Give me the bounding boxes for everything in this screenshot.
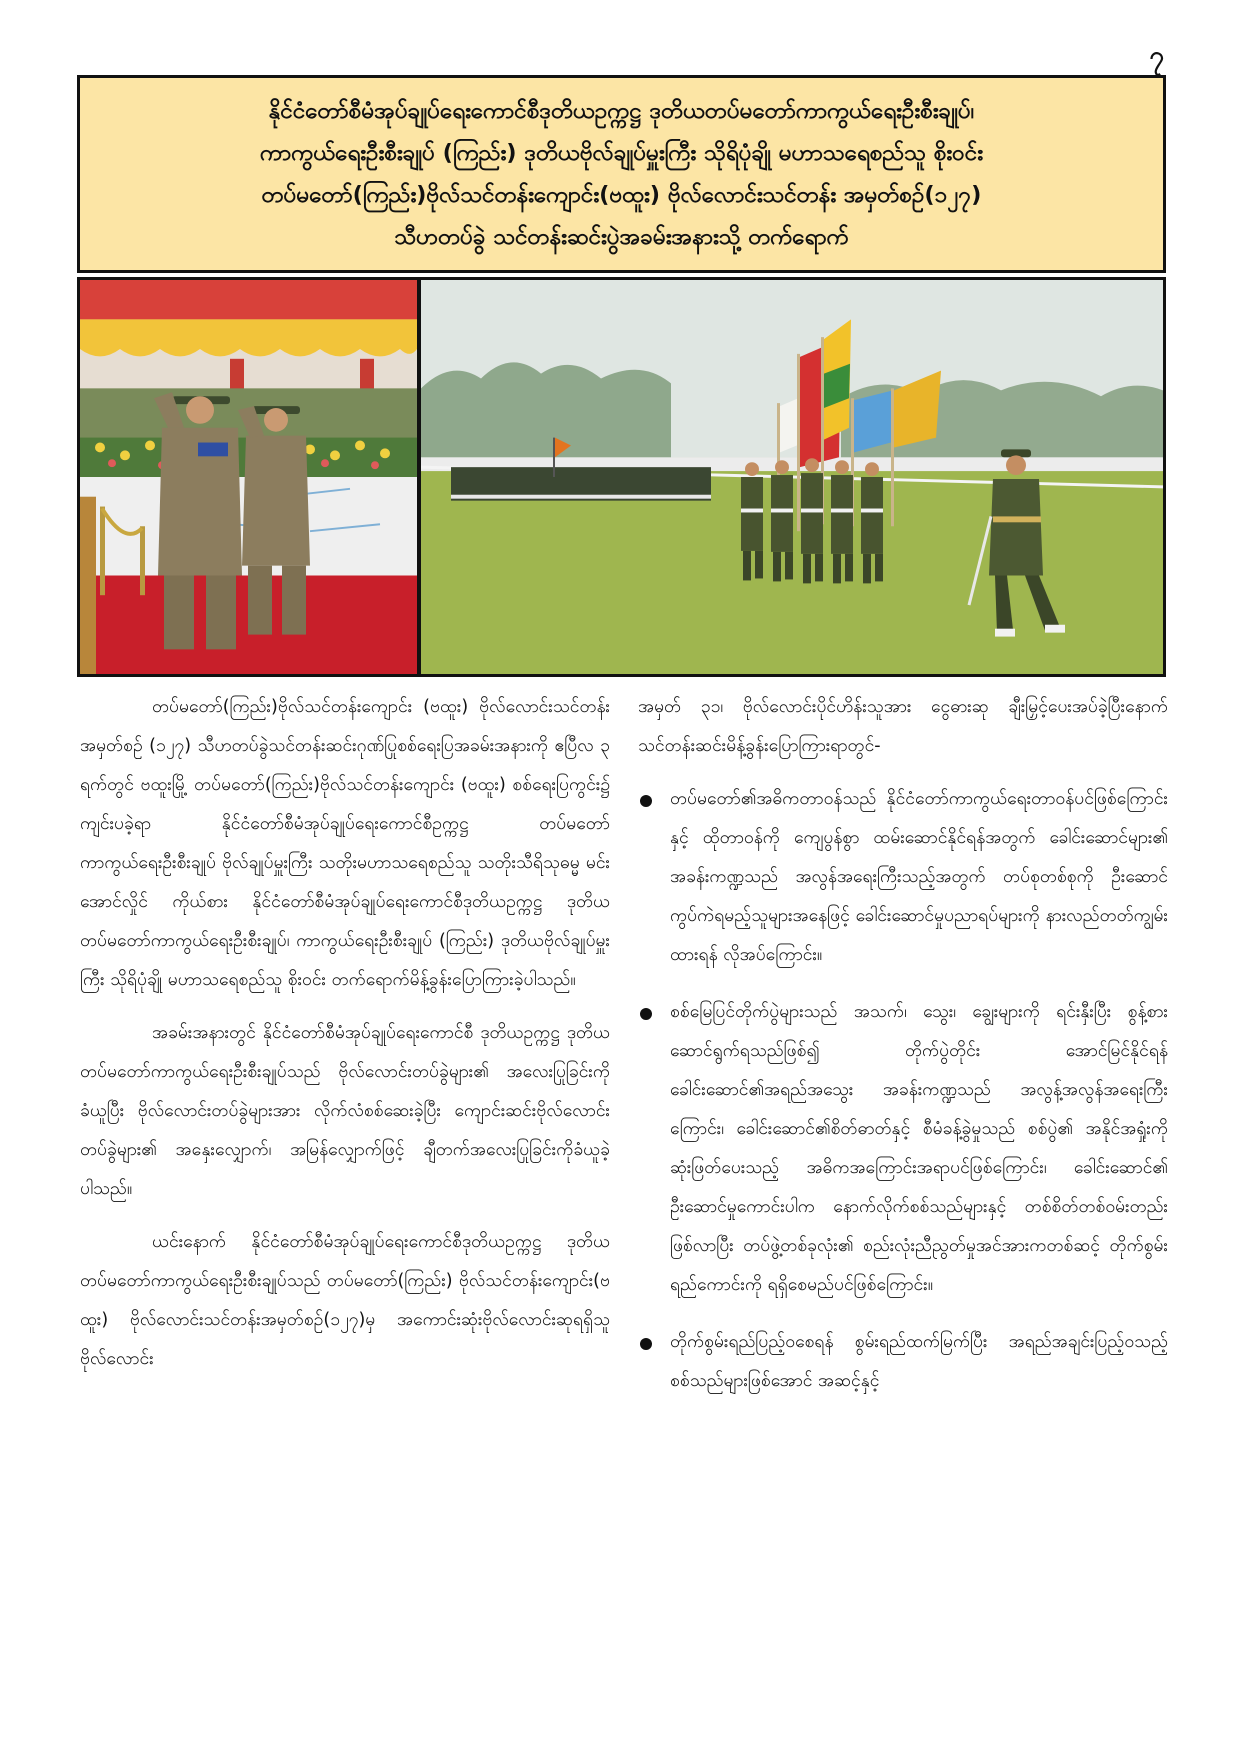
page-number: ၇ <box>1149 41 1164 71</box>
bullet-item <box>638 780 1168 975</box>
headline-line: ကာကွယ်ရေးဦးစီးချုပ် (ကြည်း) ဒုတိယဗိုလ်ချုပ်မှူးကြီး သိုရိပုံချို မဟာသရေစည်သူ စိုးဝင်း <box>260 140 983 166</box>
right-column <box>638 688 1168 1419</box>
bullet-item <box>638 1323 1168 1401</box>
body-paragraph: တပ်မတော်(ကြည်း)ဗိုလ်သင်တန်းကျောင်း (ဗထူး) ဗိုလ်လောင်းသင်တန်း အမှတ်စဉ် (၁၂၇) သီဟတပ်ခွဲသင်တန်းဆင်းဂုဏ်ပြုစစ်ရေးပြအခမ်းအနားကို ဧပြီလ ၃ ရက်တွင် ဗထူးမြို့ တပ်မတော်(ကြည်း)ဗိုလ်သင်တန်းကျောင်း (ဗထူး) စစ်ရေးပြကွင်း၌ ကျင်းပခဲ့ရာ နိုင်ငံတော်စီမံအုပ်ချုပ်ရေးကောင်စီဥက္ကဋ္ဌ တပ်မတော်ကာကွယ်ရေးဦးစီးချုပ် ဗိုလ်ချုပ်မှူးကြီး သတိုးမဟာသရေစည်သူ သတိုးသီရိသုဓမ္မ မင်းအောင်လှိုင် ကိုယ်စား နိုင်ငံတော်စီမံအုပ်ချုပ်ရေးကောင်စီဒုတိယဥက္ကဋ္ဌ ဒုတိယ တပ်မတော်ကာကွယ်ရေးဦးစီးချုပ်၊ ကာကွယ်ရေးဦးစီးချုပ် (ကြည်း) ဒုတိယဗိုလ်ချုပ်မှူးကြီး သိုရိပုံချို မဟာသရေစည်သူ စိုးဝင်း တက်ရောက်မိန့်ခွန်းပြောကြားခဲ့ပါသည်။ <box>80 697 610 990</box>
body-paragraph: ယင်းနောက် နိုင်ငံတော်စီမံအုပ်ချုပ်ရေးကောင်စီဒုတိယဥက္ကဋ္ဌ ဒုတိယတပ်မတော်ကာကွယ်ရေးဦးစီးချုပ်သည် တပ်မတော်(ကြည်း) ဗိုလ်သင်တန်းကျောင်း(ဗထူး) ဗိုလ်လောင်းသင်တန်းအမှတ်စဉ်(၁၂၇)မှ အကောင်းဆုံးဗိုလ်လောင်းဆုရရှိသူ ဗိုလ်လောင်း <box>80 1232 610 1369</box>
headline-box <box>77 75 1166 273</box>
bullet-icon <box>640 795 652 807</box>
bullet-text: စစ်မြေပြင်တိုက်ပွဲများသည် အသက်၊ သွေး၊ ချွေးများကို ရင်းနှီးပြီး စွန့်စားဆောင်ရွက်ရသည်ဖြစ်၍ တိုက်ပွဲတိုင်း အောင်မြင်နိုင်ရန် ခေါင်းဆောင်၏အရည်အသွေး အခန်းကဏ္ဍသည် အလွန့်အလွန်အရေးကြီးကြောင်း၊ ခေါင်းဆောင်၏စိတ်ဓာတ်နှင့် စီမံခန့်ခွဲမှုသည် စစ်ပွဲ၏ အနိုင်အရှုံးကို ဆုံးဖြတ်ပေးသည့် အဓိကအကြောင်းအရာပင်ဖြစ်ကြောင်း၊ ခေါင်းဆောင်၏ ဦးဆောင်မှုကောင်းပါက နောက်လိုက်စစ်သည်များနှင့် တစ်စိတ်တစ်ဝမ်းတည်းဖြစ်လာပြီး တပ်ဖွဲ့တစ်ခုလုံး၏ စည်းလုံးညီညွတ်မှုအင်အားကတစ်ဆင့် တိုက်စွမ်းရည်ကောင်းကို ရရှိစေမည်ပင်ဖြစ်ကြောင်း။ <box>670 1002 1168 1295</box>
parade-photo <box>421 280 1163 674</box>
body-paragraph: အမှတ် ၃၁၊ ဗိုလ်လောင်းပိုင်ဟိန်းသူအား ငွေဓားဆု ချီးမြှင့်ပေးအပ်ခဲ့ပြီးနောက် သင်တန်းဆင်းမိန့်ခွန်းပြောကြားရာတွင်- <box>638 697 1168 756</box>
speech-points-list <box>638 780 1168 1401</box>
salute-photo <box>80 280 417 674</box>
headline-line: သီဟတပ်ခွဲ သင်တန်းဆင်းပွဲအခမ်းအနားသို့ တက်ရောက် <box>394 224 849 250</box>
bullet-text: တပ်မတော်၏အဓိကတာဝန်သည် နိုင်ငံတော်ကာကွယ်ရေးတာဝန်ပင်ဖြစ်ကြောင်းနှင့် ထိုတာဝန်ကို ကျေပွန်စွာ ထမ်းဆောင်နိုင်ရန်အတွက် ခေါင်းဆောင်များ၏ အခန်းကဏ္ဍသည် အလွန်အရေးကြီးသည့်အတွက် တပ်စုတစ်စုကို ဦးဆောင် ကွပ်ကဲရမည့်သူများအနေဖြင့် ခေါင်းဆောင်မှုပညာရပ်များကို နားလည်တတ်ကျွမ်းထားရန် လိုအပ်ကြောင်း။ <box>670 789 1168 965</box>
bullet-icon <box>640 1338 652 1350</box>
bullet-item <box>638 993 1168 1305</box>
headline-line: နိုင်ငံတော်စီမံအုပ်ချုပ်ရေးကောင်စီဒုတိယဥက္ကဋ္ဌ ဒုတိယတပ်မတော်ကာကွယ်ရေးဦးစီးချုပ်၊ <box>268 98 975 124</box>
headline-line: တပ်မတော်(ကြည်း)ဗိုလ်သင်တန်းကျောင်း(ဗထူး) ဗိုလ်လောင်းသင်တန်း အမှတ်စဉ်(၁၂၇) <box>261 182 982 208</box>
photo-frame <box>77 277 1166 677</box>
left-column <box>80 688 610 1393</box>
body-paragraph: အခမ်းအနားတွင် နိုင်ငံတော်စီမံအုပ်ချုပ်ရေးကောင်စီ ဒုတိယဥက္ကဋ္ဌ ဒုတိယတပ်မတော်ကာကွယ်ရေးဦးစီးချုပ်သည် ဗိုလ်လောင်းတပ်ခွဲများ၏ အလေးပြုခြင်းကို ခံယူပြီး ဗိုလ်လောင်းတပ်ခွဲများအား လိုက်လံစစ်ဆေးခဲ့ပြီး ကျောင်းဆင်းဗိုလ်လောင်းတပ်ခွဲများ၏ အနှေးလျှောက်၊ အမြန်လျှောက်ဖြင့် ချီတက်အလေးပြုခြင်းကိုခံယူခဲ့ပါသည်။ <box>80 1023 610 1199</box>
bullet-text: တိုက်စွမ်းရည်ပြည့်ဝစေရန် စွမ်းရည်ထက်မြက်ပြီး အရည်အချင်းပြည့်ဝသည့် စစ်သည်များဖြစ်အောင် အဆင့်နှင့် <box>670 1332 1168 1391</box>
bullet-icon <box>640 1008 652 1020</box>
